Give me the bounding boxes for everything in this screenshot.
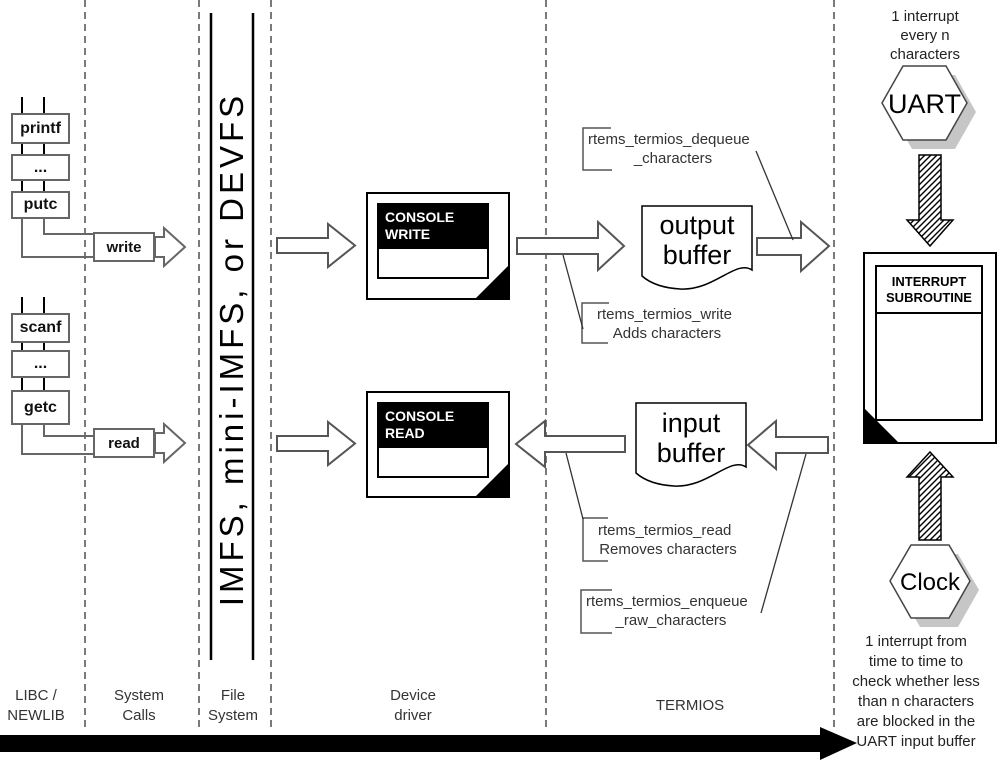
enqueue-line1: rtems_termios_enqueue (586, 593, 748, 610)
write-syscall-label: write (106, 238, 142, 256)
interrupt-subroutine-title (877, 267, 981, 314)
input-buffer-line1: input (661, 408, 721, 438)
clock-interrupt-arrow (907, 452, 953, 540)
getc-label: getc (24, 398, 57, 416)
enqueue-line2: _raw_characters (615, 612, 727, 629)
clock-interrupt-note (828, 632, 1003, 752)
console-read-line2: READ (385, 425, 425, 441)
printf-box (11, 113, 70, 144)
console-read-title (379, 404, 487, 448)
scanf-label: scanf (19, 319, 62, 336)
dequeue-line2: _characters (633, 150, 713, 167)
arrow-fs-to-console-write (277, 224, 355, 267)
uart-interrupt-arrow (907, 155, 953, 246)
interrupt-line2: SUBROUTINE (886, 290, 972, 305)
bottom-flow-arrow (0, 727, 857, 760)
console-write-line2: WRITE (385, 226, 431, 242)
ellipsis-write-box (11, 154, 70, 181)
footer-syscalls-line2: Calls (122, 707, 156, 724)
arrow-output-buffer-to-interrupt (757, 222, 829, 271)
clock-label: Clock (899, 569, 960, 596)
enqueue-function-label (586, 592, 756, 630)
write-syscall-box (93, 232, 155, 262)
write-fn-line2: Adds characters (612, 325, 722, 342)
console-write-title (379, 205, 487, 249)
getc-box (11, 390, 70, 425)
console-read-inner (377, 402, 489, 478)
footer-termios-label: TERMIOS (655, 697, 725, 714)
write-function-label (597, 305, 737, 343)
read-fn-line1: rtems_termios_read (598, 522, 732, 539)
read-syscall-label: read (108, 434, 140, 452)
input-buffer-line2: buffer (656, 438, 726, 468)
read-fn-line2: Removes characters (599, 541, 737, 558)
putc-label: putc (23, 196, 58, 213)
footer-device-driver-label (390, 686, 436, 726)
dequeue-function-label (588, 130, 758, 168)
interrupt-line1: INTERRUPT (891, 274, 967, 289)
enqueue-leader-line (761, 454, 806, 613)
ellipsis-read-box (11, 350, 70, 378)
footer-libc-label (7, 686, 65, 726)
file-system-band-label: IMFS, mini-IMFS, or DEVFS (213, 91, 250, 607)
footer-libc-line2: NEWLIB (7, 707, 65, 724)
interrupt-corner-fold (865, 409, 898, 442)
clock-note-line1: 1 interrupt from (865, 633, 967, 650)
uart-note-line2: every n (900, 27, 950, 44)
console-write-corner-fold (476, 266, 508, 298)
arrow-interrupt-to-input-buffer (748, 421, 828, 469)
footer-file-system-label (208, 686, 258, 726)
dequeue-leader-line (756, 151, 793, 240)
uart-note-line3: characters (889, 46, 961, 63)
arrow-input-buffer-to-console-read (516, 421, 625, 467)
read-syscall-box (93, 428, 155, 458)
footer-fs-line1: File (220, 687, 246, 704)
console-read-corner-fold (476, 464, 508, 496)
clock-note-line6: UART input buffer (856, 733, 976, 750)
arrow-console-write-to-output-buffer (517, 222, 624, 270)
output-buffer-line2: buffer (662, 240, 732, 270)
footer-libc-line1: LIBC / (15, 687, 57, 704)
write-leader-line (563, 255, 583, 329)
uart-label: UART (887, 89, 961, 119)
output-buffer-label (642, 210, 752, 270)
interrupt-subroutine-inner (875, 265, 983, 421)
output-buffer-line1: output (659, 210, 735, 240)
console-read-box (366, 391, 510, 498)
read-leader-line (566, 453, 583, 519)
write-arrowhead (155, 228, 185, 266)
dequeue-line1: rtems_termios_dequeue (588, 131, 750, 148)
ellipsis-write-label: ... (33, 158, 48, 176)
putc-box (11, 191, 70, 219)
input-buffer-label (636, 408, 746, 468)
arrow-fs-to-console-read (277, 422, 355, 465)
footer-driver-line2: driver (394, 707, 432, 724)
printf-label: printf (20, 119, 61, 137)
read-arrowhead (155, 424, 185, 462)
footer-syscalls-line1: System (113, 687, 165, 704)
console-read-line1: CONSOLE (385, 408, 455, 424)
clock-note-line2: time to time to (868, 653, 964, 670)
ellipsis-read-label: ... (33, 355, 48, 372)
footer-system-calls-label (114, 686, 164, 726)
uart-interrupt-note (855, 7, 995, 64)
console-write-line1: CONSOLE (385, 209, 455, 225)
read-function-label (598, 521, 738, 559)
clock-note-line3: check whether less (852, 673, 980, 690)
console-write-inner (377, 203, 489, 279)
clock-note-line4: than n characters (858, 693, 974, 710)
write-fn-line1: rtems_termios_write (597, 306, 733, 323)
footer-driver-line1: Device (390, 687, 436, 704)
uart-note-line1: 1 interrupt (891, 8, 959, 25)
footer-fs-line2: System (207, 707, 259, 724)
interrupt-subroutine-box (863, 252, 997, 444)
clock-note-line5: are blocked in the (856, 713, 976, 730)
scanf-box (11, 313, 70, 343)
console-write-box (366, 192, 510, 300)
